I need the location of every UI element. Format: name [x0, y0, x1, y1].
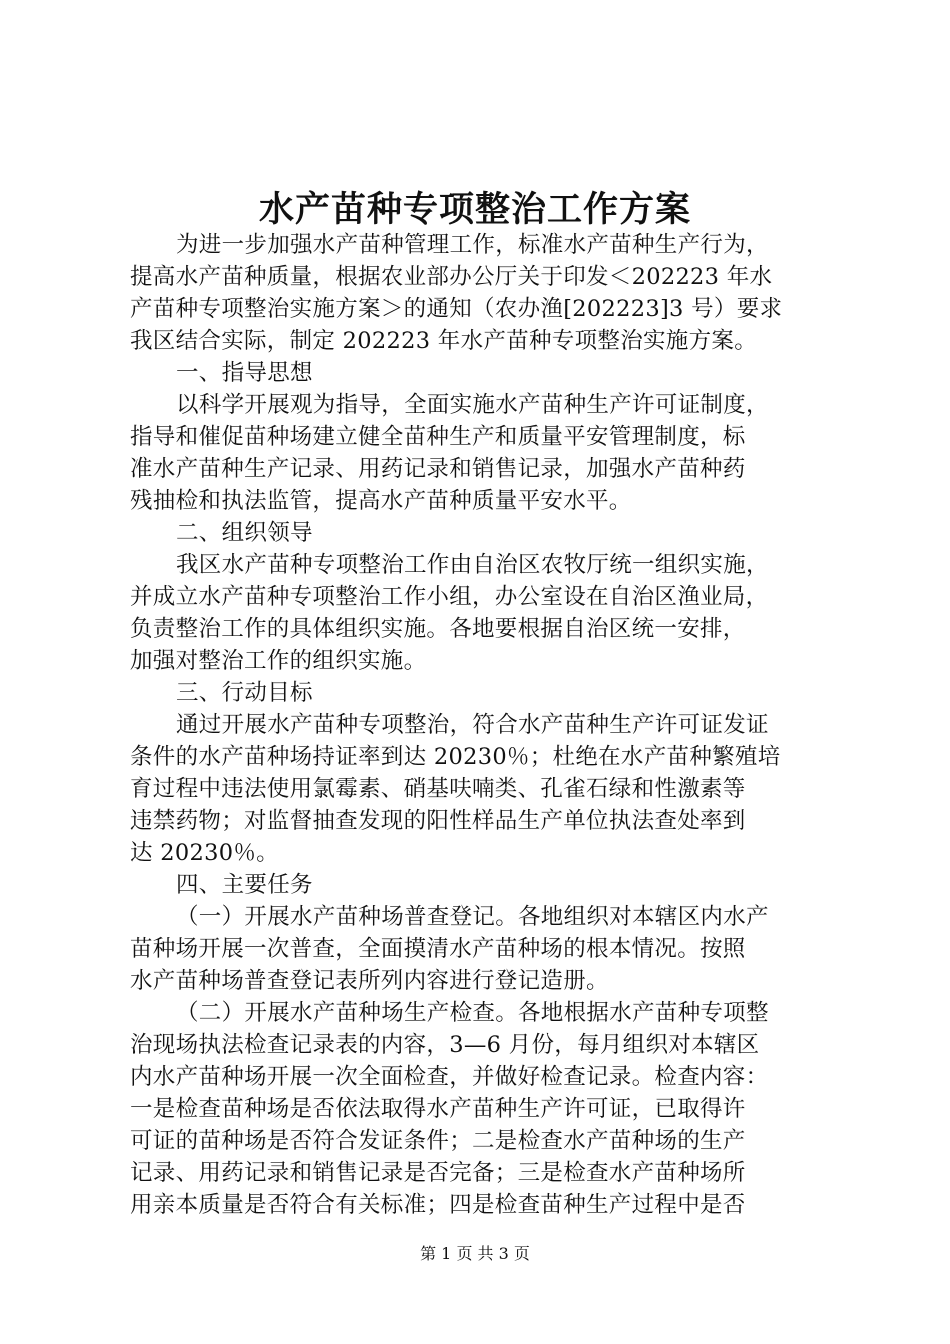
paragraph-line: 条件的水产苗种场持证率到达 20230％；杜绝在水产苗种繁殖培: [130, 744, 781, 770]
paragraph-line: 产苗种专项整治实施方案＞的通知（农办渔[202223]3 号）要求: [130, 296, 783, 322]
paragraph-line: 指导和催促苗种场建立健全苗种生产和质量平安管理制度，标: [130, 424, 746, 450]
document-body: [130, 229, 830, 1221]
paragraph-line: 育过程中违法使用氯霉素、硝基呋喃类、孔雀石绿和性激素等: [130, 776, 746, 802]
paragraph-line: 水产苗种场普查登记表所列内容进行登记造册。: [130, 968, 609, 994]
section-heading: 三、行动目标: [176, 680, 313, 706]
paragraph-line: 达 20230％。: [130, 840, 279, 866]
paragraph-line: 残抽检和执法监管，提高水产苗种质量平安水平。: [130, 488, 632, 514]
paragraph-line: 用亲本质量是否符合有关标准；四是检查苗种生产过程中是否: [130, 1192, 746, 1218]
page-footer: 第 1 页 共 3 页: [420, 1244, 530, 1263]
section-heading: 二、组织领导: [176, 520, 313, 546]
paragraph-line: 内水产苗种场开展一次全面检查，并做好检查记录。检查内容：: [130, 1064, 769, 1090]
paragraph-line: 通过开展水产苗种专项整治，符合水产苗种生产许可证发证: [176, 712, 769, 738]
paragraph-line: 准水产苗种生产记录、用药记录和销售记录，加强水产苗种药: [130, 456, 746, 482]
paragraph-line: 并成立水产苗种专项整治工作小组，办公室设在自治区渔业局，: [130, 584, 769, 610]
paragraph-line: 一是检查苗种场是否依法取得水产苗种生产许可证，已取得许: [130, 1096, 746, 1122]
paragraph-line: 苗种场开展一次普查，全面摸清水产苗种场的根本情况。按照: [130, 936, 746, 962]
paragraph-line: 可证的苗种场是否符合发证条件；二是检查水产苗种场的生产: [130, 1128, 746, 1154]
paragraph-line: 我区水产苗种专项整治工作由自治区农牧厅统一组织实施，: [176, 552, 769, 578]
paragraph-line: 以科学开展观为指导，全面实施水产苗种生产许可证制度，: [176, 392, 769, 418]
paragraph-line: 治现场执法检查记录表的内容，3—6 月份，每月组织对本辖区: [130, 1032, 760, 1058]
paragraph-line: 为进一步加强水产苗种管理工作，标准水产苗种生产行为，: [176, 232, 769, 258]
paragraph-line: 我区结合实际，制定 202223 年水产苗种专项整治实施方案。: [130, 328, 757, 354]
section-heading: 一、指导思想: [176, 360, 313, 386]
paragraph-line: （二）开展水产苗种场生产检查。各地根据水产苗种专项整: [176, 1000, 769, 1026]
document-title: 水产苗种专项整治工作方案: [258, 189, 691, 230]
paragraph-line: 违禁药物；对监督抽查发现的阳性样品生产单位执法查处率到: [130, 808, 746, 834]
paragraph-line: 提高水产苗种质量，根据农业部办公厅关于印发＜202223 年水: [130, 264, 773, 290]
paragraph-line: （一）开展水产苗种场普查登记。各地组织对本辖区内水产: [176, 904, 769, 930]
section-heading: 四、主要任务: [176, 872, 313, 898]
paragraph-line: 负责整治工作的具体组织实施。各地要根据自治区统一安排，: [130, 616, 746, 642]
paragraph-line: 记录、用药记录和销售记录是否完备；三是检查水产苗种场所: [130, 1160, 746, 1186]
paragraph-line: 加强对整治工作的组织实施。: [130, 648, 427, 674]
